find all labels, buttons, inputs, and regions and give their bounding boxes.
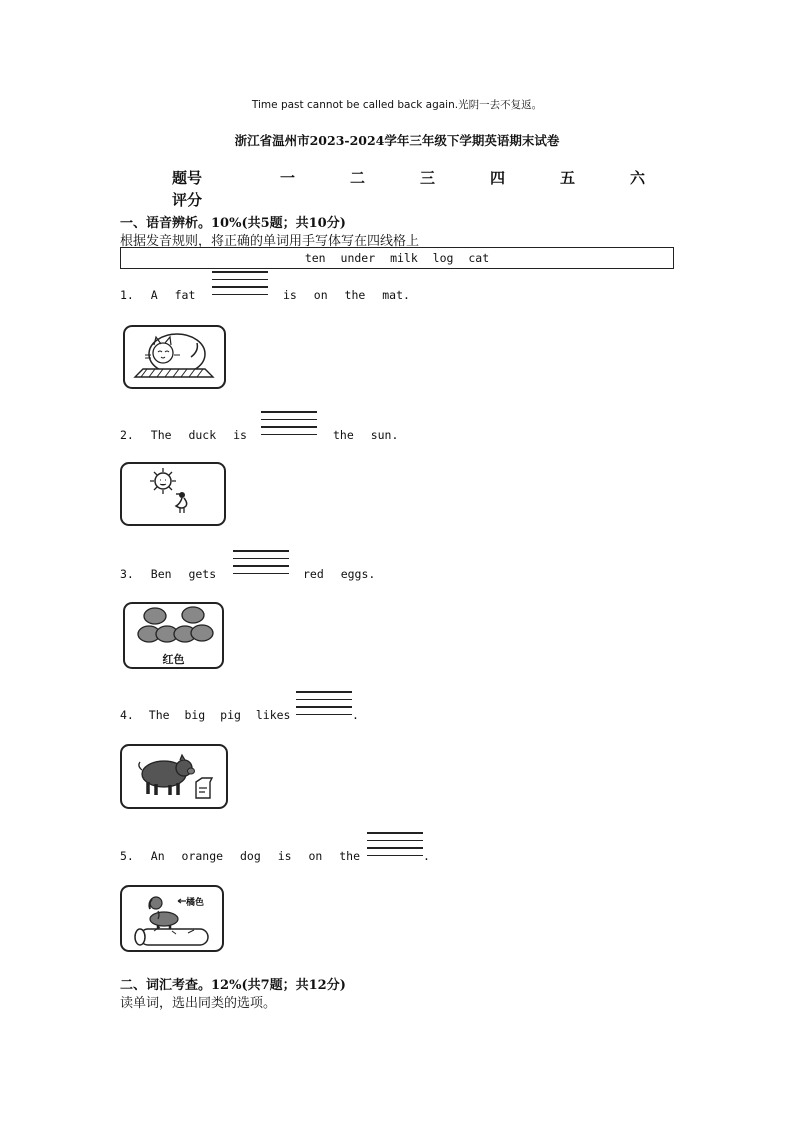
section-2-heading: 二、词汇考查。12%(共7题；共12分) [120,978,346,993]
dog-log-picture [120,885,224,952]
dog-on-log-icon [122,887,222,950]
eggs-caption: 红色 [162,653,185,666]
duck-sun-picture [120,462,226,526]
score-label: 评分 [172,191,203,209]
score-col-5: 五 [560,169,576,187]
answer-lines-5[interactable] [367,832,423,858]
score-col-1: 一 [280,169,296,187]
section-1-heading: 一、语音辨析。10%(共5题；共10分) [120,216,346,231]
page-motto: Time past cannot be called back again.光阴一去不复返。 [251,99,543,111]
answer-lines-2[interactable] [261,411,317,437]
score-col-2: 二 [350,169,366,187]
question-1-start: 1. A fat [120,288,196,302]
score-col-3: 三 [420,169,436,187]
score-col-4: 四 [490,169,506,187]
question-3-start: 3. Ben gets [120,567,217,581]
cat-picture [123,325,226,389]
question-4-end: . [352,708,359,722]
word-bank: ten under milk log cat [120,247,674,269]
exam-title: 浙江省温州市2023-2024学年三年级下学期英语期末试卷 [234,133,560,148]
section-1-instruction: 根据发音规则，将正确的单词用手写体写在四线格上 [120,234,420,249]
answer-lines-1[interactable] [212,271,268,297]
question-2-start: 2. The duck is [120,428,247,442]
question-2-end: the sun. [333,428,399,442]
question-5-end: . [423,849,430,863]
question-1-end: is on the mat. [283,288,410,302]
section-2-instruction: 读单词，选出同类的选项。 [120,996,277,1011]
pig-picture [120,744,228,809]
answer-lines-3[interactable] [233,550,289,576]
score-col-6: 六 [630,169,646,187]
question-4-start: 4. The big pig likes [120,708,291,722]
eggs-picture [123,602,224,669]
answer-lines-4[interactable] [296,691,352,717]
dog-caption: 橘色 [186,898,205,908]
score-row-label: 题号 [172,169,203,187]
red-eggs-icon [125,604,222,650]
question-3-end: red eggs. [303,567,376,581]
duck-under-sun-icon [122,464,224,524]
question-5-start: 5. An orange dog is on the [120,849,361,863]
cat-on-mat-icon [125,327,224,387]
score-table-header [0,167,794,189]
pig-with-milk-icon [122,746,226,807]
